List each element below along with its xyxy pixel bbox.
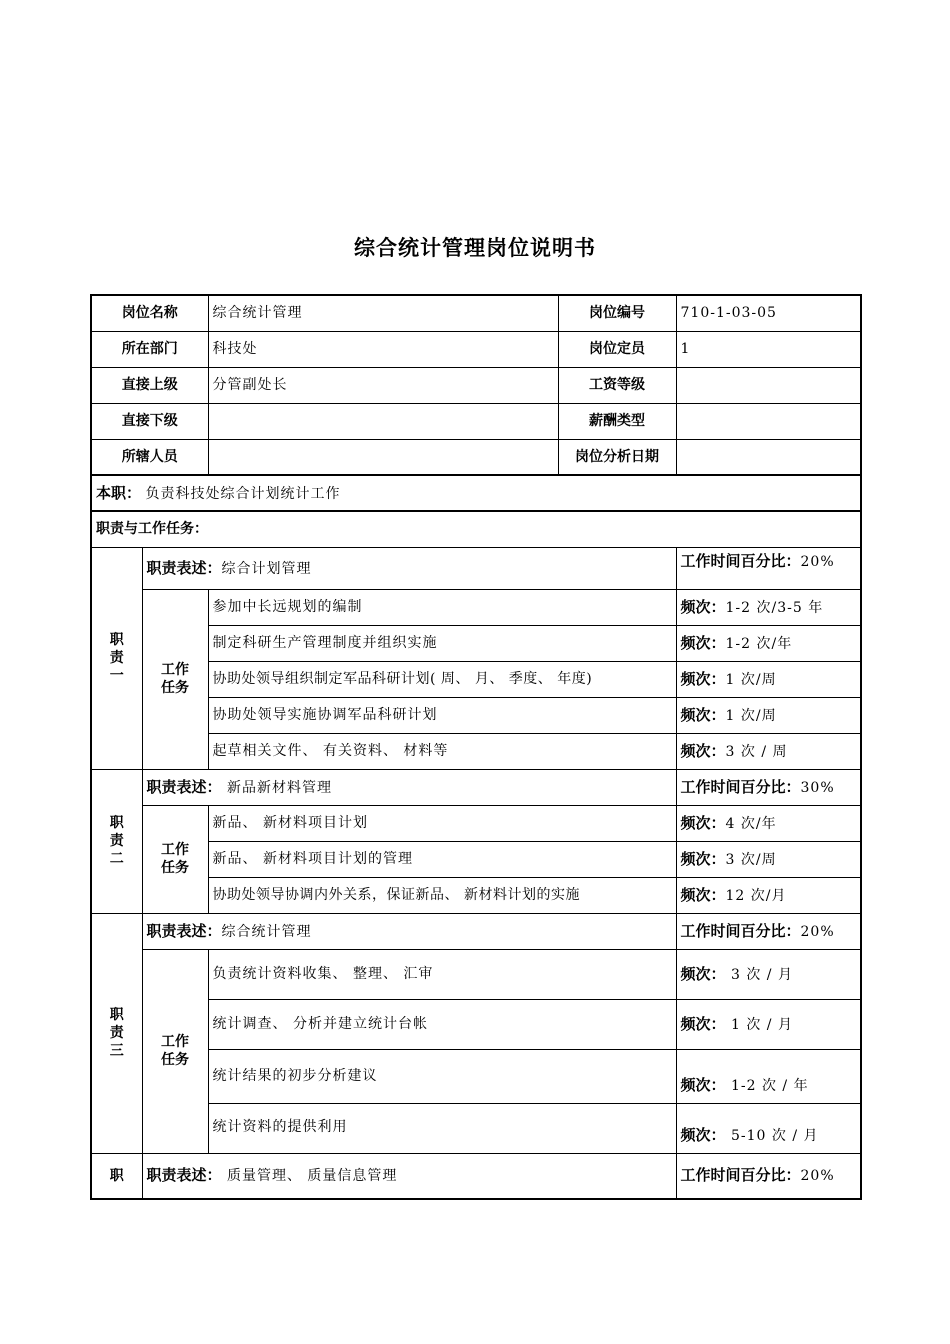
resp3-task-4: 统计资料的提供利用 bbox=[208, 1103, 676, 1153]
resp2-freq-2: 频次：3 次/周 bbox=[676, 841, 861, 877]
table-row bbox=[91, 805, 861, 841]
resp1-time: 工作时间百分比：20% bbox=[676, 547, 861, 589]
row-post-name bbox=[91, 295, 861, 331]
row-subordinate bbox=[91, 403, 861, 439]
job-description-table bbox=[90, 294, 862, 1200]
row-dept bbox=[91, 331, 861, 367]
resp4-desc: 职责表述： 质量管理、 质量信息管理 bbox=[142, 1153, 676, 1199]
resp1-task-2: 制定科研生产管理制度并组织实施 bbox=[208, 625, 676, 661]
resp1-task-3: 协助处领导组织制定军品科研计划( 周、 月、 季度、 年度) bbox=[208, 661, 676, 697]
wage-label: 工资等级 bbox=[558, 367, 676, 403]
row-tasks-header bbox=[91, 511, 861, 547]
resp2-desc: 职责表述： 新品新材料管理 bbox=[142, 769, 676, 805]
resp1-task-label: 工作 任务 bbox=[142, 589, 208, 769]
dept-value: 科技处 bbox=[208, 331, 558, 367]
table-row bbox=[91, 949, 861, 999]
row-superior bbox=[91, 367, 861, 403]
resp3-freq-2: 频次： 1 次 / 月 bbox=[676, 999, 861, 1049]
resp2-task-2: 新品、 新材料项目计划的管理 bbox=[208, 841, 676, 877]
table-row bbox=[91, 589, 861, 625]
resp3-task-label: 工作 任务 bbox=[142, 949, 208, 1153]
resp4-label: 职 bbox=[91, 1153, 142, 1199]
salary-type-value bbox=[676, 403, 861, 439]
salary-type-label: 薪酬类型 bbox=[558, 403, 676, 439]
tasks-header: 职责与工作任务： bbox=[91, 511, 861, 547]
duty-text: 负责科技处综合计划统计工作 bbox=[145, 485, 341, 502]
resp2-time: 工作时间百分比：30% bbox=[676, 769, 861, 805]
resp3-task-3: 统计结果的初步分析建议 bbox=[208, 1049, 676, 1103]
quota-label: 岗位定员 bbox=[558, 331, 676, 367]
analysis-date-label: 岗位分析日期 bbox=[558, 439, 676, 475]
subordinate-label: 直接下级 bbox=[91, 403, 208, 439]
resp3-freq-3: 频次： 1-2 次 / 年 bbox=[676, 1049, 861, 1103]
resp3-task-2: 统计调查、 分析并建立统计台帐 bbox=[208, 999, 676, 1049]
duty-label: 本职： bbox=[96, 483, 142, 502]
superior-value: 分管副处长 bbox=[208, 367, 558, 403]
resp1-desc: 职责表述：综合计划管理 bbox=[142, 547, 676, 589]
resp2-task-3: 协助处领导协调内外关系，保证新品、 新材料计划的实施 bbox=[208, 877, 676, 913]
resp1-task-5: 起草相关文件、 有关资料、 材料等 bbox=[208, 733, 676, 769]
resp1-freq-3: 频次：1 次/周 bbox=[676, 661, 861, 697]
resp1-freq-1: 频次：1-2 次/3-5 年 bbox=[676, 589, 861, 625]
resp2-desc-row bbox=[91, 769, 861, 805]
resp2-label: 职 责 二 bbox=[91, 769, 142, 913]
wage-value bbox=[676, 367, 861, 403]
page-title: 综合统计管理岗位说明书 bbox=[354, 236, 596, 260]
post-name-value: 综合统计管理 bbox=[208, 295, 558, 331]
resp1-task-4: 协助处领导实施协调军品科研计划 bbox=[208, 697, 676, 733]
superior-label: 直接上级 bbox=[91, 367, 208, 403]
resp1-task-1: 参加中长远规划的编制 bbox=[208, 589, 676, 625]
resp1-freq-4: 频次：1 次/周 bbox=[676, 697, 861, 733]
resp1-label: 职 责 一 bbox=[91, 547, 142, 769]
resp3-label: 职 责 三 bbox=[91, 913, 142, 1153]
resp2-task-label: 工作 任务 bbox=[142, 805, 208, 913]
row-staff bbox=[91, 439, 861, 475]
post-code-value: 710-1-03-05 bbox=[676, 295, 861, 331]
resp2-task-1: 新品、 新材料项目计划 bbox=[208, 805, 676, 841]
resp3-task-1: 负责统计资料收集、 整理、 汇审 bbox=[208, 949, 676, 999]
resp4-time: 工作时间百分比：20% bbox=[676, 1153, 861, 1199]
subordinate-value bbox=[208, 403, 558, 439]
analysis-date-value bbox=[676, 439, 861, 475]
staff-value bbox=[208, 439, 558, 475]
post-name-label: 岗位名称 bbox=[91, 295, 208, 331]
resp3-desc: 职责表述：综合统计管理 bbox=[142, 913, 676, 949]
resp2-freq-1: 频次：4 次/年 bbox=[676, 805, 861, 841]
resp4-desc-row bbox=[91, 1153, 861, 1199]
duty-cell bbox=[91, 475, 861, 511]
resp3-desc-row bbox=[91, 913, 861, 949]
resp3-time: 工作时间百分比：20% bbox=[676, 913, 861, 949]
resp3-freq-1: 频次： 3 次 / 月 bbox=[676, 949, 861, 999]
resp3-freq-4: 频次： 5-10 次 / 月 bbox=[676, 1103, 861, 1153]
post-code-label: 岗位编号 bbox=[558, 295, 676, 331]
quota-value: 1 bbox=[676, 331, 861, 367]
resp1-desc-row bbox=[91, 547, 861, 589]
staff-label: 所辖人员 bbox=[91, 439, 208, 475]
resp1-freq-2: 频次：1-2 次/年 bbox=[676, 625, 861, 661]
resp2-freq-3: 频次：12 次/月 bbox=[676, 877, 861, 913]
row-duty bbox=[91, 475, 861, 511]
dept-label: 所在部门 bbox=[91, 331, 208, 367]
resp1-freq-5: 频次：3 次 / 周 bbox=[676, 733, 861, 769]
